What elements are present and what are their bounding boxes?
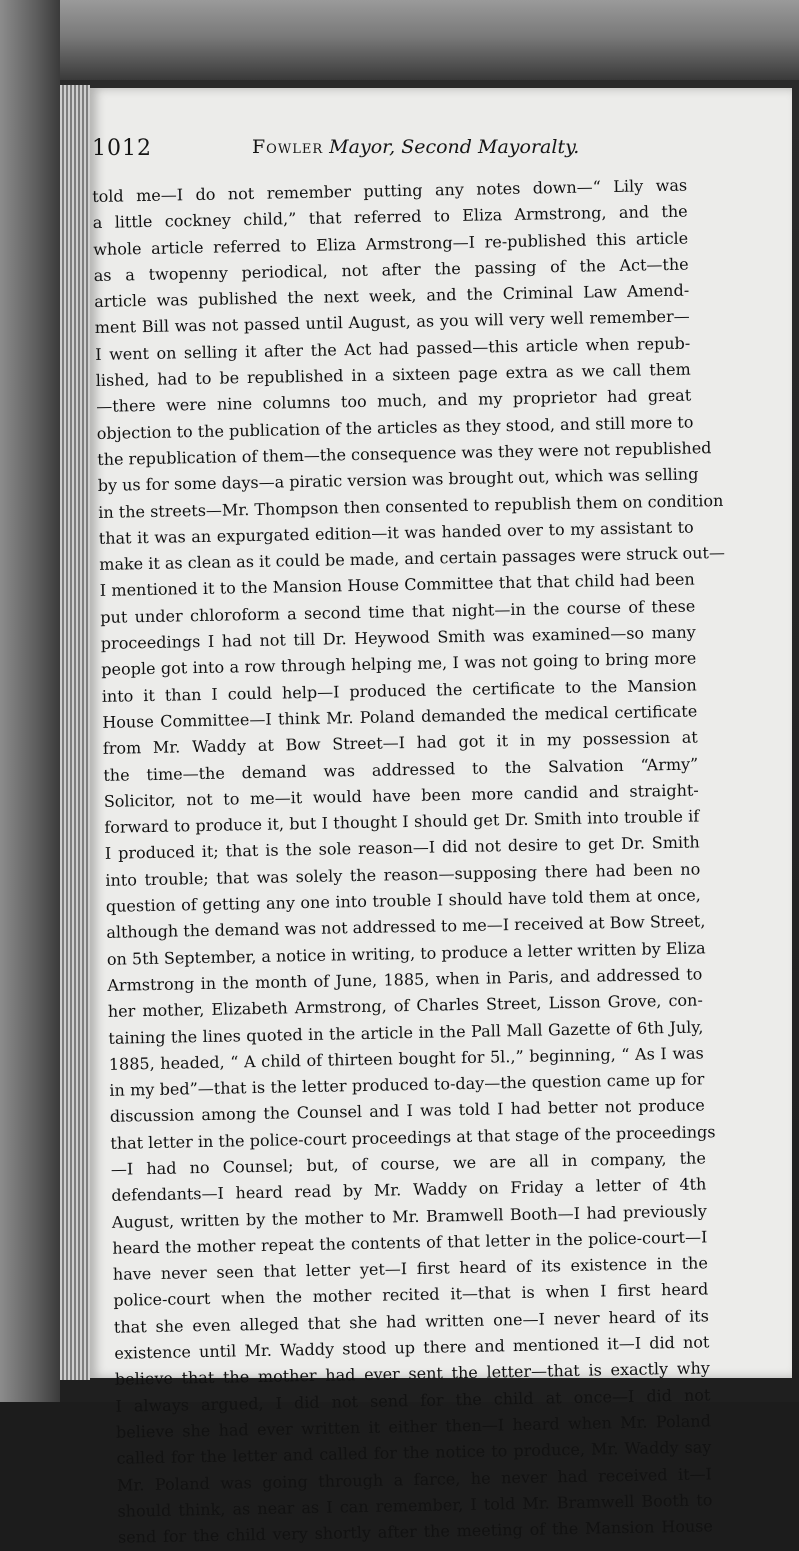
text-line: heard the mother repeat the contents of that letter in the police-court—I <box>112 1227 708 1258</box>
text-line: people got into a row through helping me, I was not going to bring more <box>101 648 697 680</box>
book-gutter <box>0 0 60 1402</box>
text-line: that letter in the police-court proceedings at that stage of the proceedings <box>110 1121 716 1153</box>
text-line: August, written by the mother to Mr. Bramwell Booth—I had previously <box>111 1200 708 1232</box>
text-line: on 5th September, a notice in writing, to produce a letter written by Eliza <box>106 937 706 969</box>
text-line: that it was an expurgated edition—it was handed over to my assistant to <box>98 517 694 548</box>
text-line: send for the child very shortly after the meeting of the Mansion House <box>117 1516 714 1547</box>
text-line: I produced it; that is the sole reason—I did not desire to get Dr. Smith <box>104 832 700 864</box>
running-head <box>252 136 662 158</box>
text-line: as a twopenny periodical, not after the passing of the Act—the <box>93 254 689 285</box>
text-line: believe she had ever written it either then—I heard when Mr. Poland <box>115 1411 712 1442</box>
scanner-background <box>0 0 799 80</box>
text-line: the time—the demand was addressed to the Salvation “Army” <box>103 754 699 785</box>
text-line: put under chloroform a second time that night—in the course of these <box>100 596 696 627</box>
text-line: in my bed”—that is the letter produced to-day—the question came up for <box>109 1069 705 1100</box>
text-line: objection to the publication of the articles as they stood, and still more to <box>96 412 694 443</box>
text-line: although the demand was not addressed to me—I received at Bow Street, <box>106 911 706 943</box>
page-number: 1012 <box>92 136 152 161</box>
text-line: I went on selling it after the Act had passed—this article when repub- <box>95 333 691 364</box>
text-line: I always argued, I did not send for the child at once—I did not <box>115 1385 711 1416</box>
text-line: Armstrong in the month of June, 1885, when in Paris, and addressed to <box>107 964 703 995</box>
running-head-subtitle: Second Mayoralty. <box>401 136 580 158</box>
text-line: should think, as near as I can remember, I told Mr. Bramwell Booth to <box>117 1490 713 1521</box>
text-line: —there were nine columns too much, and my proprietor had great <box>96 385 692 417</box>
text-line: ment Bill was not passed until August, as you will very well remember— <box>94 307 690 338</box>
text-line: discussion among the Counsel and I was told I had better not produce <box>109 1095 705 1127</box>
text-line: that she even alleged that she had written one—I never heard of its <box>113 1306 710 1337</box>
text-line: into it than I could help—I produced the certificate to the Mansion <box>101 675 697 706</box>
page-header <box>92 136 662 176</box>
text-line: House Committee—I think Mr. Poland demanded the medical certificate <box>102 701 698 732</box>
text-line: make it as clean as it could be made, and certain passages were struck out— <box>99 543 726 575</box>
text-line: lished, had to be republished in a sixteen page extra as we call them <box>95 359 691 391</box>
text-line: called for the letter and called for the notice to produce, Mr. Waddy say <box>116 1437 712 1469</box>
text-line: I mentioned it to the Mansion House Committee that that child had been <box>99 569 695 601</box>
text-line: have never seen that letter yet—I first heard of its existence in the <box>112 1253 709 1284</box>
text-line: a little cockney child,” that referred to Eliza Armstrong, and the <box>92 201 688 233</box>
page-edges <box>60 85 90 1380</box>
text-line: forward to produce it, but I thought I should get Dr. Smith into trouble if <box>104 806 700 838</box>
text-line: existence until Mr. Waddy stood up there and mentioned it—I did not <box>114 1332 710 1363</box>
body-text <box>92 173 726 1551</box>
text-line: told me—I do not remember putting any notes down—“ Lily was <box>92 175 688 206</box>
text-line: 1885, headed, “ A child of thirteen bought for 5l.,” beginning, “ As I was <box>108 1043 704 1074</box>
text-line: —I had no Counsel; but, of course, we are all in company, the <box>110 1148 706 1179</box>
text-line: whole article referred to Eliza Armstrong—I re-published this article <box>93 228 689 259</box>
text-line: into trouble; that was solely the reason—supposing there had been no <box>105 859 701 890</box>
text-line: taining the lines quoted in the article in the Pall Mall Gazette of 6th July, <box>108 1016 704 1048</box>
text-line: believe that the mother had ever sent the letter—that is exactly why <box>114 1358 711 1390</box>
text-line: the republication of them—the consequence was they were not republished <box>97 438 712 469</box>
text-line: her mother, Elizabeth Armstrong, of Charles Street, Lisson Grove, con- <box>107 990 703 1022</box>
text-line: by us for some days—a piratic version was brought out, which was selling <box>97 464 699 496</box>
text-line: article was published the next week, and the Criminal Law Amend- <box>94 280 690 312</box>
text-line: defendants—I heard read by Mr. Waddy on Friday a letter of 4th <box>111 1174 707 1206</box>
text-line: in the streets—Mr. Thompson then consented to republish them on condition <box>98 490 724 522</box>
text-line: from Mr. Waddy at Bow Street—I had got it in my possession at <box>102 727 698 759</box>
running-head-name: Fowler <box>252 136 324 158</box>
text-line: police-court when the mother recited it—that is when I first heard <box>113 1279 709 1311</box>
running-head-title: Mayor, <box>329 136 396 158</box>
text-line: proceedings I had not till Dr. Heywood Smith was examined—so many <box>100 622 696 653</box>
text-line: question of getting any one into trouble I should have told them at once, <box>105 885 701 916</box>
text-line: Mr. Poland was going through a farce, he never had received it—I <box>116 1463 713 1495</box>
text-line: Solicitor, not to me—it would have been more candid and straight- <box>103 780 699 811</box>
